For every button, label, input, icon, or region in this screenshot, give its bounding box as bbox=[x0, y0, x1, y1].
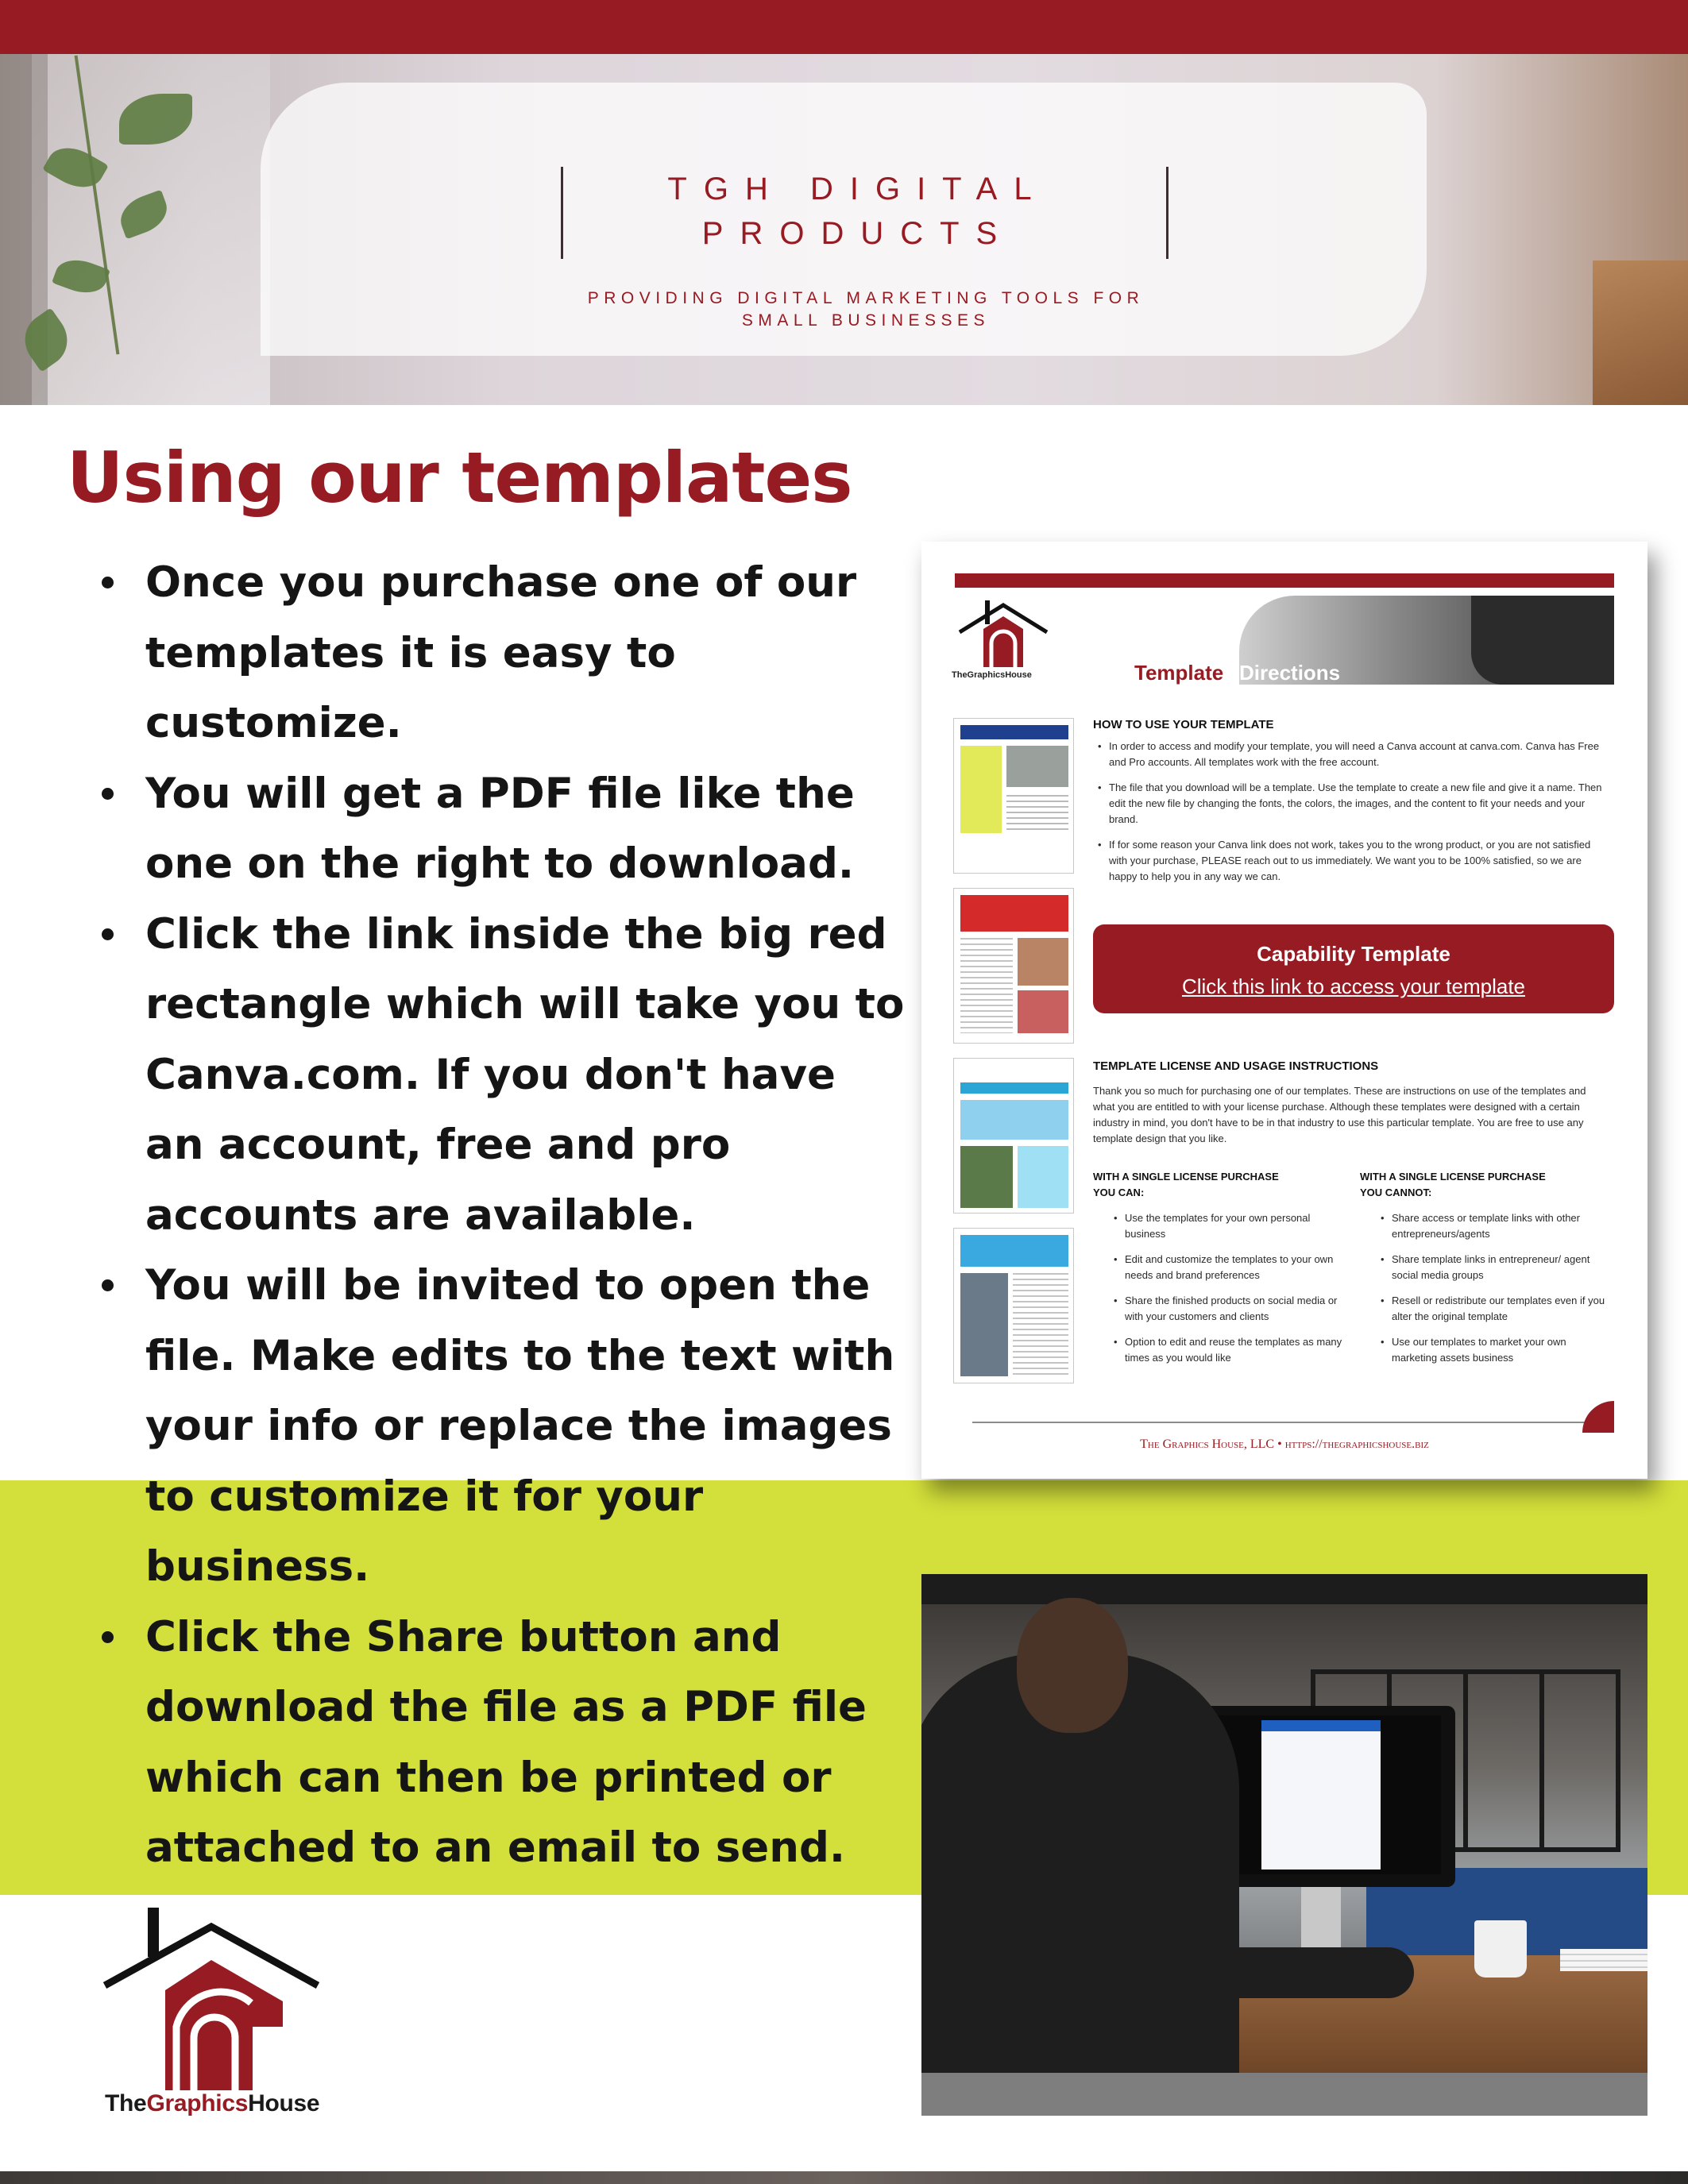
logo-word-house: House bbox=[248, 2090, 320, 2116]
person-head bbox=[1017, 1598, 1128, 1733]
graphics-house-logo-icon bbox=[944, 596, 1063, 675]
list-item: • Share template links in entrepreneur/ agent social media groups bbox=[1376, 1252, 1614, 1283]
cannot-heading-line1: WITH A SINGLE LICENSE PURCHASE bbox=[1360, 1171, 1546, 1183]
section-heading: Using our templates bbox=[67, 437, 852, 519]
doc-title-template: Template bbox=[1134, 661, 1224, 685]
canva-link-box[interactable] bbox=[1093, 924, 1614, 1013]
stacked-books bbox=[1560, 1949, 1647, 1971]
template-pdf-preview bbox=[921, 542, 1647, 1479]
cta-title: Capability Template bbox=[1257, 942, 1450, 966]
can-list bbox=[1109, 1210, 1352, 1376]
list-item: • Use the templates for your own personal business bbox=[1109, 1210, 1352, 1242]
doc-footer-text: The Graphics House, LLC • https://thegraphicshouse.biz bbox=[1140, 1437, 1429, 1451]
list-item: Click the link inside the big red rectangle which will take you to Canva.com. If you don't have an account, free and pro accounts are available. bbox=[95, 900, 906, 1252]
cannot-list bbox=[1376, 1210, 1614, 1376]
brand-title: TGH DIGITAL PRODUCTS bbox=[667, 172, 1049, 251]
cannot-heading-line2: YOU CANNOT: bbox=[1360, 1187, 1432, 1198]
graphics-house-logo-icon bbox=[100, 1908, 323, 2090]
template-access-link[interactable]: Click this link to access your template bbox=[1181, 974, 1526, 998]
can-heading-line2: YOU CAN: bbox=[1093, 1187, 1145, 1198]
doc-top-bar bbox=[955, 573, 1614, 588]
man-at-computer-photo bbox=[921, 1574, 1647, 2116]
top-accent-bar bbox=[0, 0, 1688, 54]
doc-title-directions: Directions bbox=[1239, 661, 1341, 685]
list-item: • Share the finished products on social media or with your customers and clients bbox=[1109, 1293, 1352, 1325]
list-item: • Option to edit and reuse the templates as many times as you would like bbox=[1109, 1334, 1352, 1366]
title-divider-left bbox=[561, 167, 563, 259]
template-thumbnail bbox=[953, 1228, 1074, 1383]
how-to-list bbox=[1093, 739, 1609, 894]
template-thumbnail bbox=[953, 718, 1074, 874]
instruction-list bbox=[95, 548, 906, 1884]
list-item: • Edit and customize the templates to your own needs and brand preferences bbox=[1109, 1252, 1352, 1283]
can-heading-line1: WITH A SINGLE LICENSE PURCHASE bbox=[1093, 1171, 1279, 1183]
coffee-mug bbox=[1474, 1920, 1527, 1978]
screen-document bbox=[1261, 1720, 1381, 1870]
list-item: Once you purchase one of our templates it is easy to customize. bbox=[95, 548, 906, 759]
bottom-photo-strip bbox=[0, 2171, 1688, 2184]
list-item: You will get a PDF file like the one on the right to download. bbox=[95, 759, 906, 900]
list-item: Click the Share button and download the file as a PDF file which can then be printed or attached to an email to send. bbox=[95, 1603, 906, 1884]
wood-surface bbox=[1593, 260, 1688, 405]
list-item: • Share access or template links with other entrepreneurs/agents bbox=[1376, 1210, 1614, 1242]
license-heading: TEMPLATE LICENSE AND USAGE INSTRUCTIONS bbox=[1093, 1059, 1379, 1073]
doc-hero-shadow bbox=[1471, 596, 1614, 685]
logo-word-graphics: Graphics bbox=[146, 2090, 249, 2116]
list-item: • Use our templates to market your own marketing assets business bbox=[1376, 1334, 1614, 1366]
photo-bottom-bar bbox=[921, 2073, 1647, 2116]
list-item: • In order to access and modify your template, you will need a Canva account at canva.com. Canva has Free and Pro accounts. All templates work with the free account. bbox=[1093, 739, 1609, 770]
list-item: You will be invited to open the file. Make edits to the text with your info or replace the images to customize it for your business. bbox=[95, 1251, 906, 1603]
template-thumbnail bbox=[953, 1058, 1074, 1214]
list-item: • The file that you download will be a template. Use the template to create a new file and give it a name. Then edit the new file by changing the fonts, the colors, the images, and the content to fit your needs and your brand. bbox=[1093, 780, 1609, 828]
template-thumbnail bbox=[953, 888, 1074, 1044]
how-to-heading: HOW TO USE YOUR TEMPLATE bbox=[1093, 718, 1274, 731]
list-item: • If for some reason your Canva link does not work, takes you to the wrong product, or you are not satisfied with your purchase, PLEASE reach out to us immediately. We want you to be 100% satisfied, so we are happy to help you in any way we can. bbox=[1093, 837, 1609, 885]
doc-corner-accent bbox=[1582, 1401, 1614, 1433]
person-arm bbox=[1128, 1947, 1414, 1998]
doc-logo-label: TheGraphicsHouse bbox=[952, 670, 1032, 680]
logo-wordmark bbox=[105, 2090, 319, 2117]
brand-tagline: PROVIDING DIGITAL MARKETING TOOLS FOR SMALL BUSINESSES bbox=[587, 289, 1145, 330]
doc-footer-rule bbox=[972, 1422, 1608, 1423]
logo-word-the: The bbox=[105, 2090, 147, 2116]
list-item: • Resell or redistribute our templates even if you alter the original template bbox=[1376, 1293, 1614, 1325]
license-text: Thank you so much for purchasing one of our templates. These are instructions on use of the templates and what you are entitled to with your license purchase. Although these templates were designed with a certain industry in mind, you don't have to be in that industry to use this particular template. You are free to use any template design that you like. bbox=[1093, 1085, 1586, 1144]
title-divider-right bbox=[1166, 167, 1168, 259]
